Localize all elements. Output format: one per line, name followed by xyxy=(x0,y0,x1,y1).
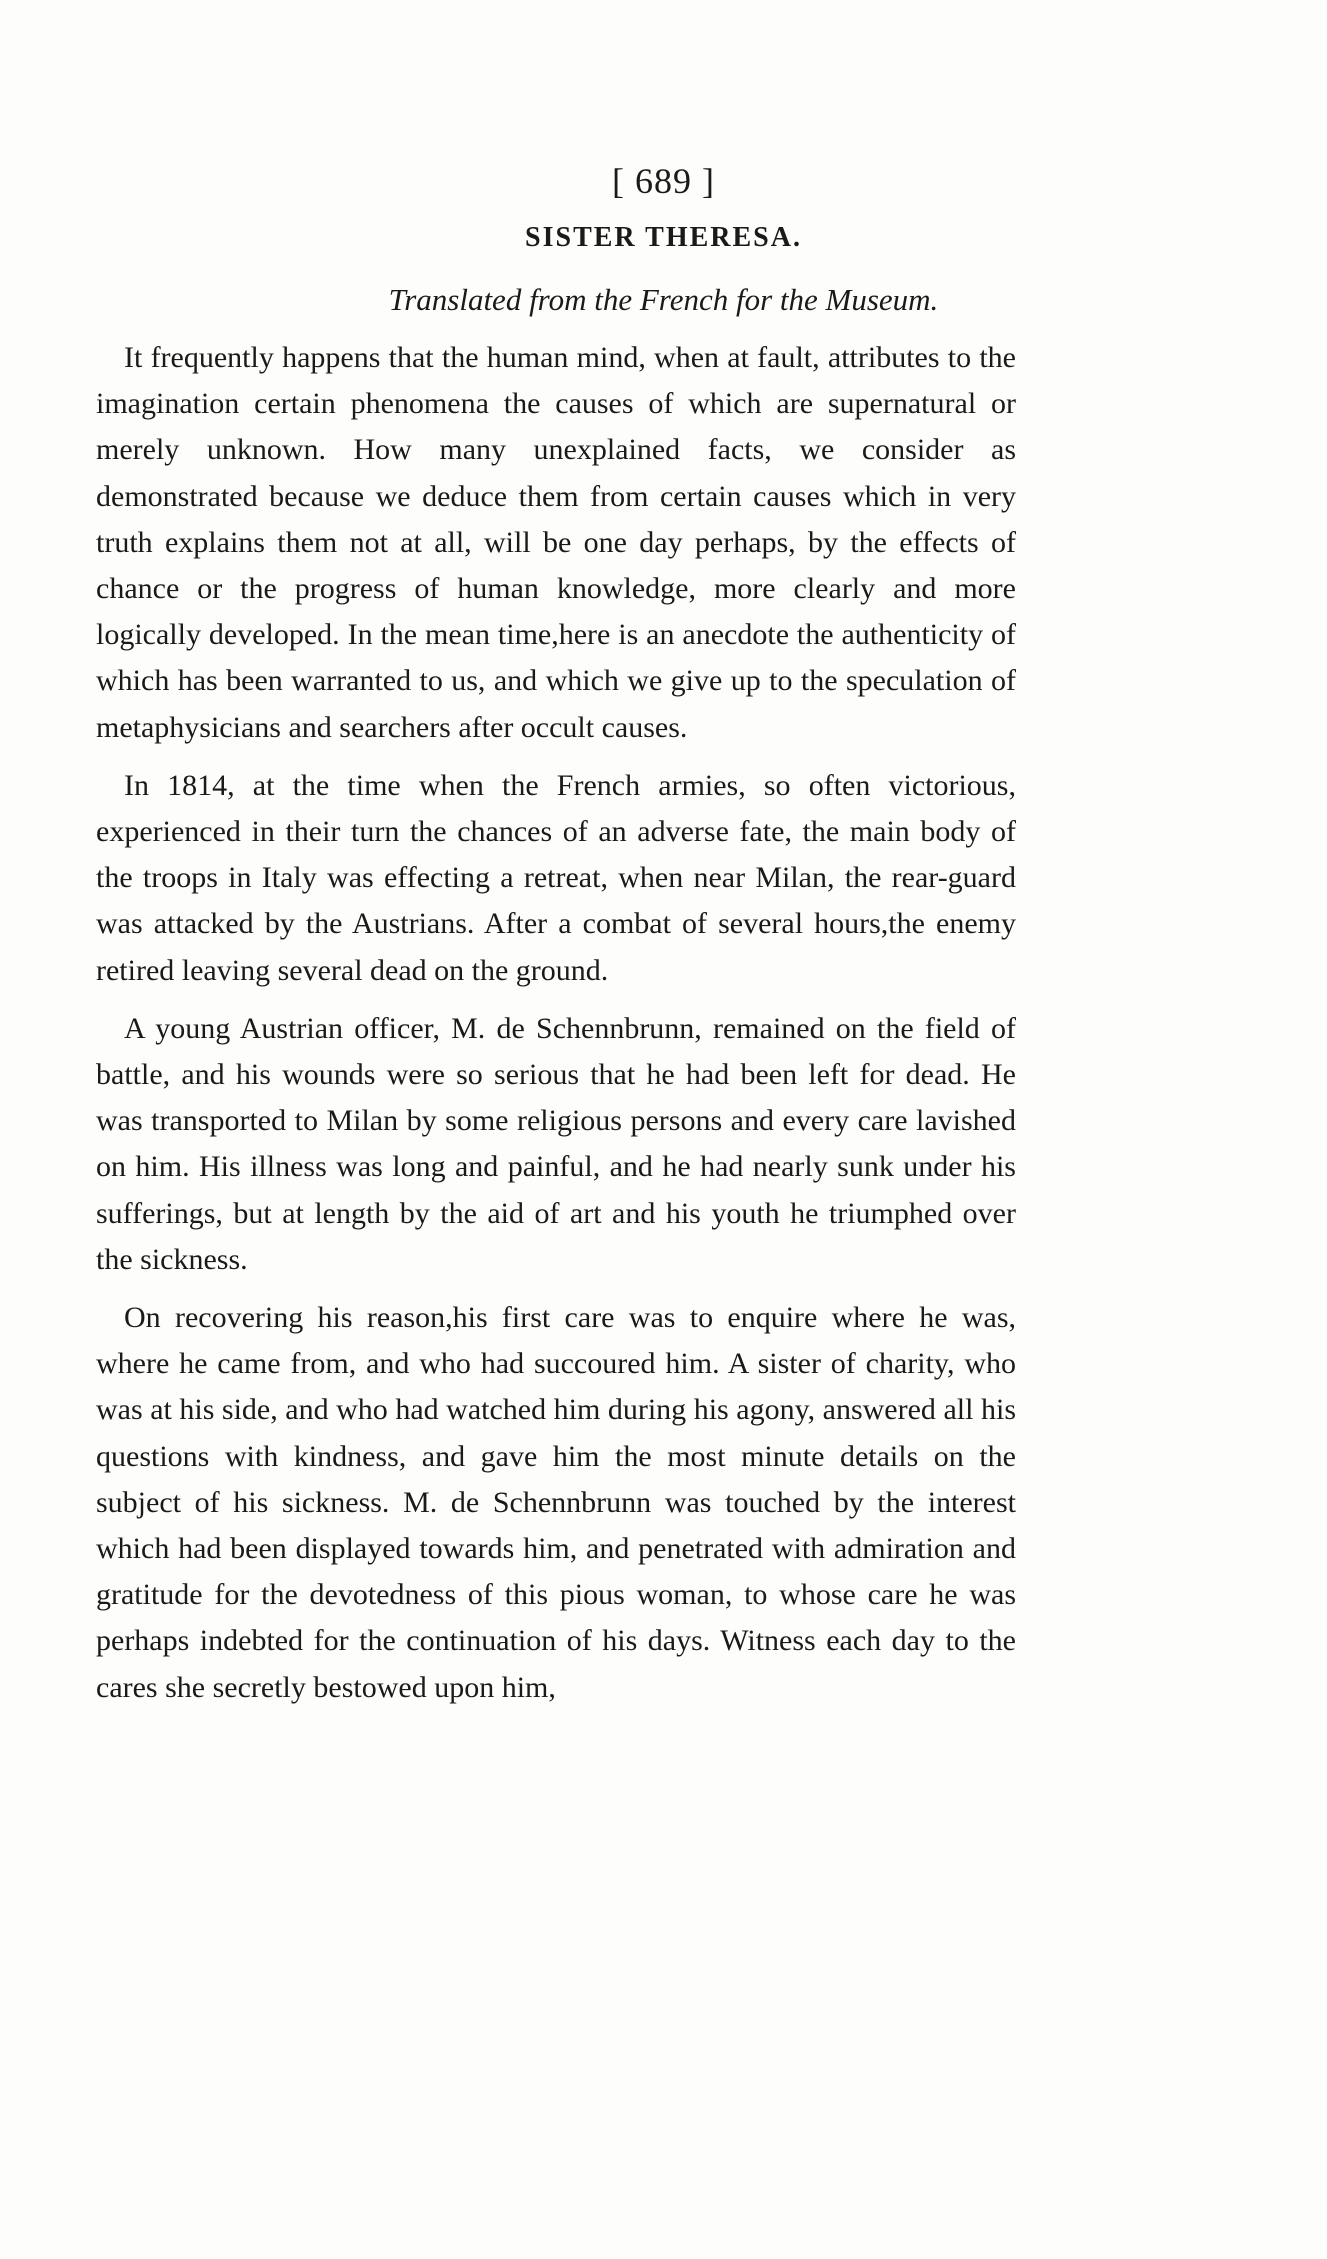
article-body xyxy=(96,335,1016,1723)
paragraph: In 1814, at the time when the French armies, so often victorious, experienced in their turn the chances of an adverse fate, the main body of the troops in Italy was effecting a retreat, when near Milan, the rear-guard was attacked by the Austrians. After a combat of several hours,the enemy retired leaving several dead on the ground. xyxy=(96,768,1016,987)
article-subtitle: Translated from the French for the Museum. xyxy=(388,282,939,317)
paragraph: It frequently happens that the human mind, when at fault, attributes to the imagination certain phenomena the causes of which are supernatural or merely unknown. How many unexplained facts, we consider as demonstrated because we deduce them from certain causes which in very truth explains them not at all, will be one day perhaps, by the effects of chance or the progress of human knowledge, more clearly and more logically developed. In the mean time,here is an anecdote the authenticity of which has been warranted to us, and which we give up to the speculation of metaphysicians and searchers after occult causes. xyxy=(96,341,1016,744)
page-number: [ 689 ] xyxy=(612,161,715,201)
paragraph: On recovering his reason,his first care was to enquire where he was, where he came from, and who had succoured him. A sister of charity, who was at his side, and who had watched him during his agony, answered all his questions with kindness, and gave him the most minute details on the subject of his sickness. M. de Schennbrunn was touched by the interest which had been displayed towards him, and penetrated with admiration and gratitude for the devotedness of this pious woman, to whose care he was perhaps indebted for the continuation of his days. Witness each day to the cares she secretly bestowed upon him, xyxy=(96,1301,1016,1704)
paragraph: A young Austrian officer, M. de Schennbrunn, remained on the field of battle, and his wounds were so serious that he had been left for dead. He was transported to Milan by some religious persons and every care lavished on him. His illness was long and painful, and he had nearly sunk under his sufferings, but at length by the aid of art and his youth he triumphed over the sickness. xyxy=(96,1011,1016,1276)
article-title: SISTER THERESA. xyxy=(525,222,802,253)
